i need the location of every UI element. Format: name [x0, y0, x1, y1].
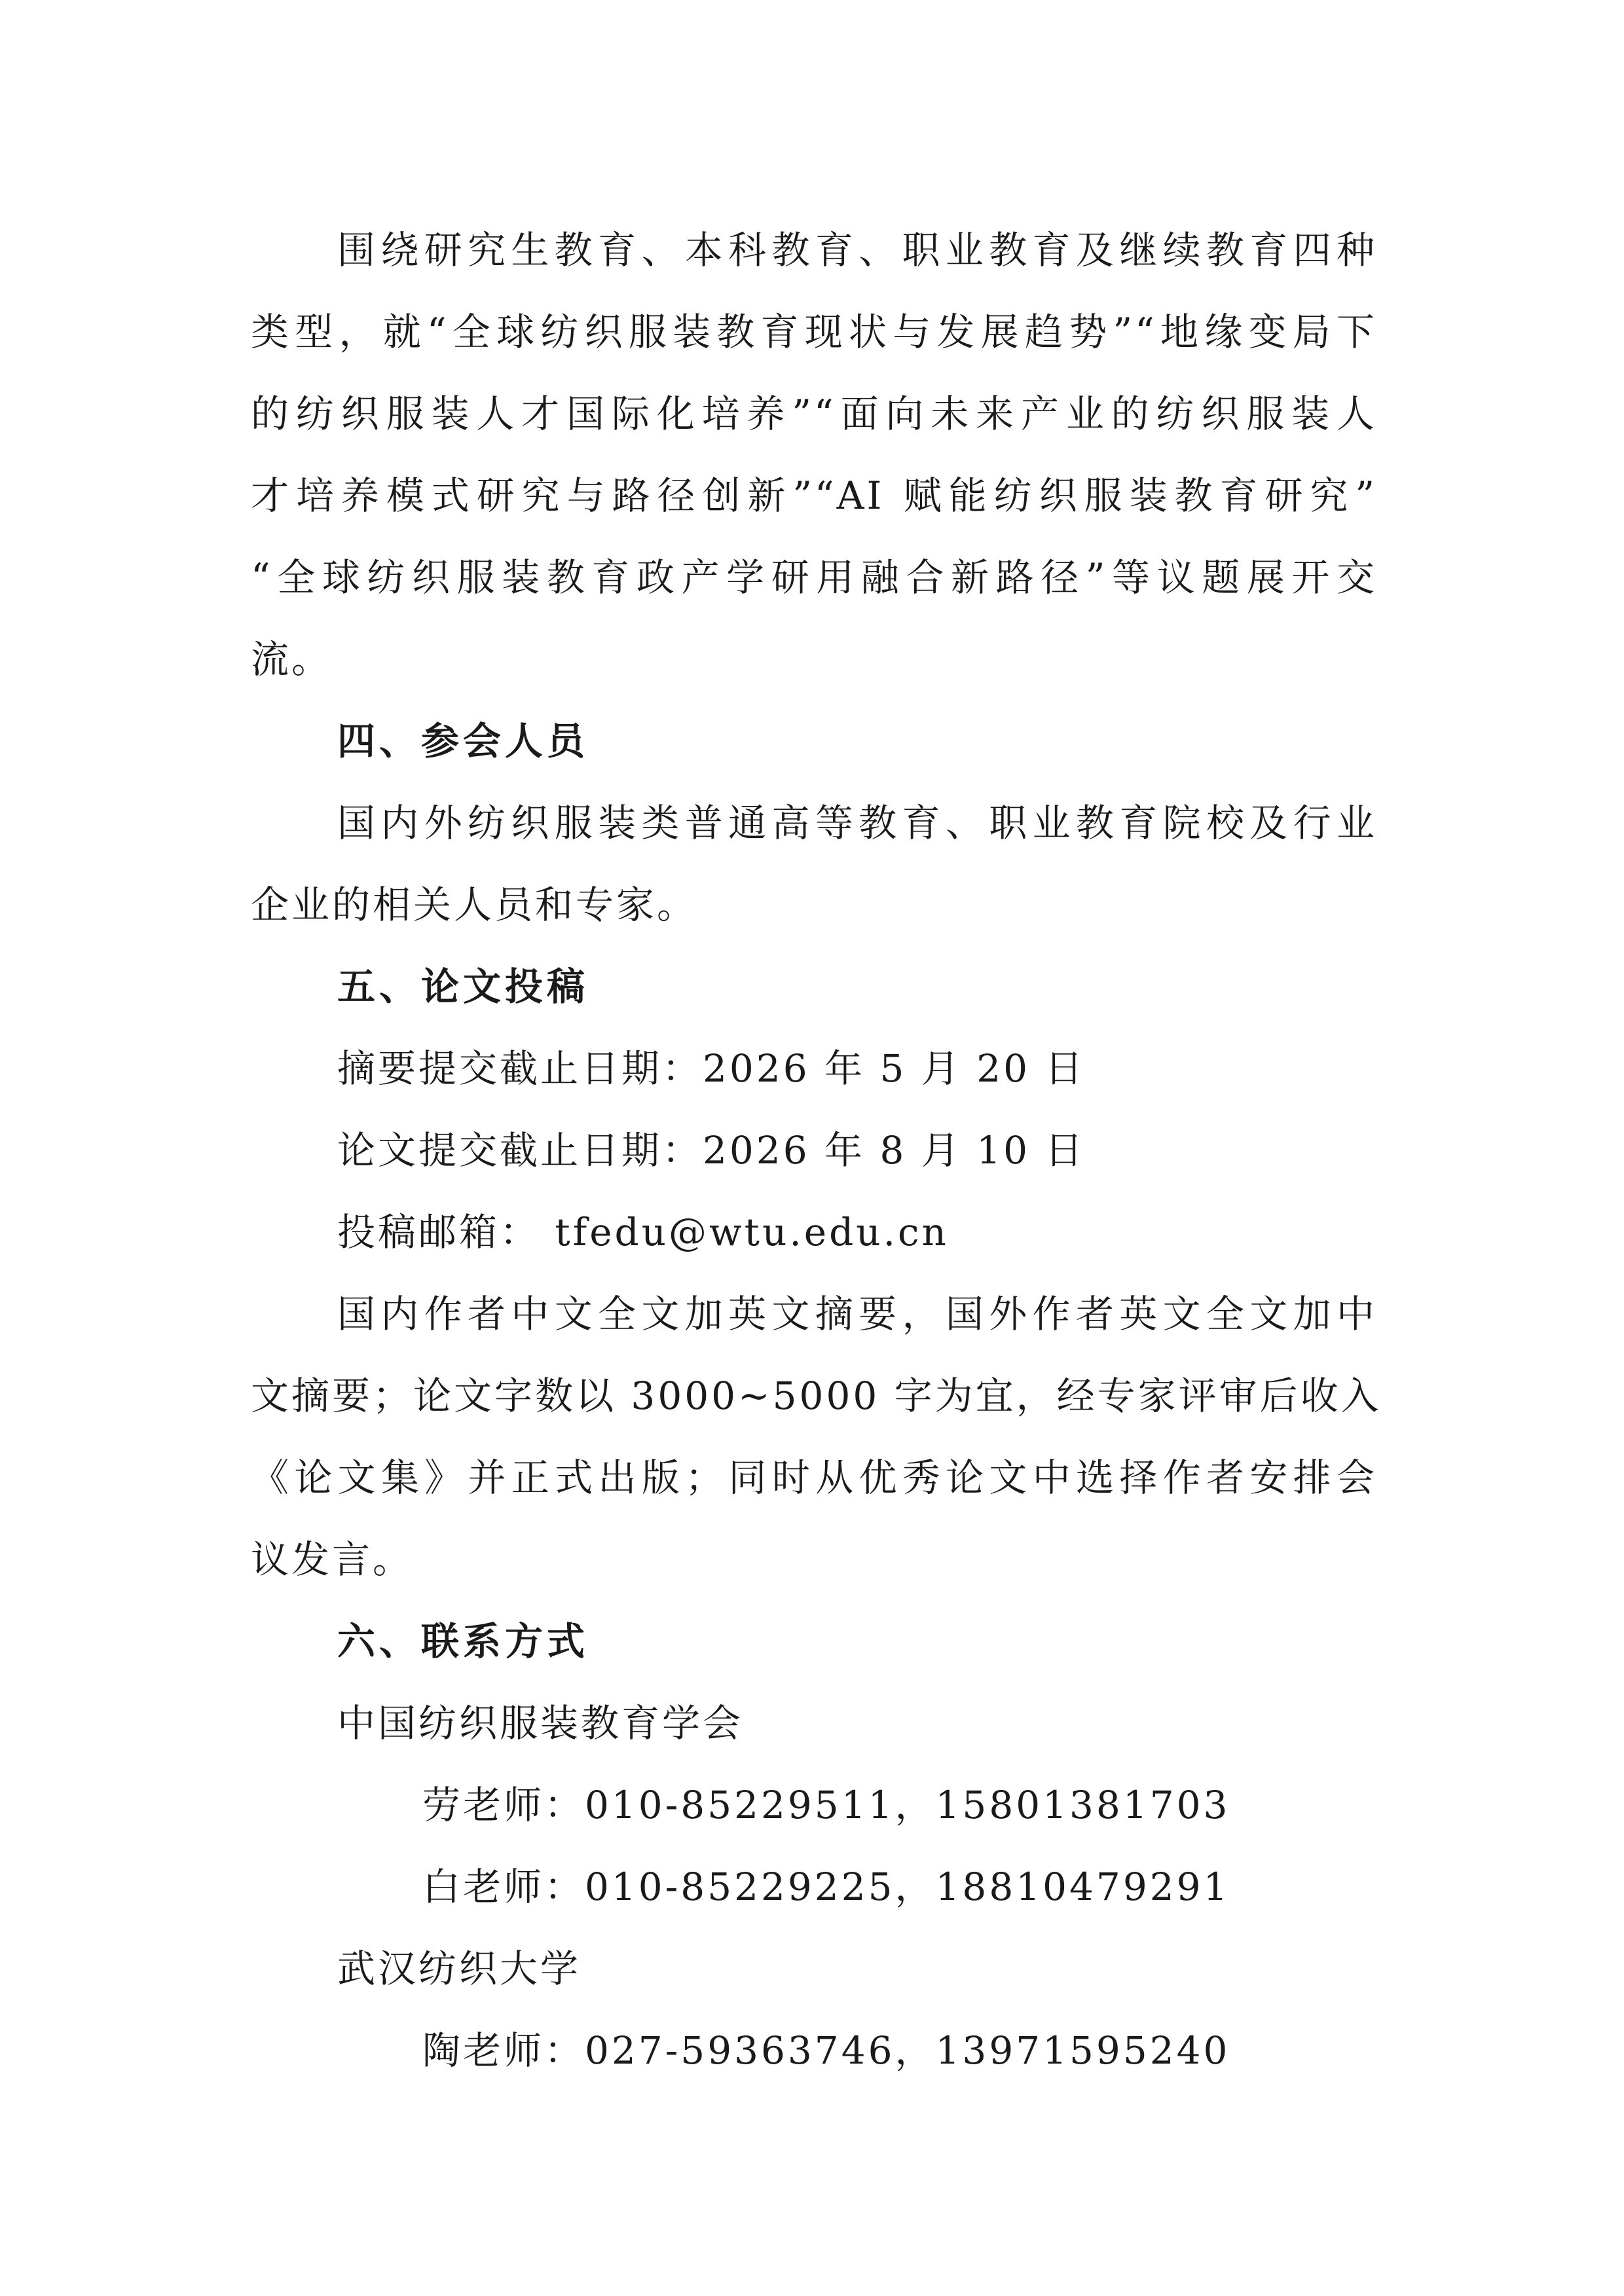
intro-paragraph	[251, 210, 1377, 701]
paragraph-line: 类型，就“全球纺织服装教育现状与发展趋势”“地缘变局下	[251, 310, 1377, 354]
paragraph-line: 国内作者中文全文加英文摘要，国外作者英文全文加中	[337, 1292, 1377, 1336]
section-contact	[251, 1601, 1377, 2092]
contact-person: 陶老师：027-59363746，13971595240	[422, 2028, 1230, 2073]
contact-person: 劳老师：010-85229511，15801381703	[422, 1783, 1230, 1827]
section-paper-submission	[251, 946, 1382, 1601]
contact-organization: 武汉纺织大学	[337, 1946, 581, 1991]
paragraph-line: 流。	[251, 637, 333, 682]
paper-deadline: 论文提交截止日期：2026 年 8 月 10 日	[337, 1128, 1086, 1173]
abstract-deadline: 摘要提交截止日期：2026 年 5 月 20 日	[337, 1046, 1086, 1091]
section-heading-contact: 六、联系方式	[337, 1619, 589, 1664]
paragraph-line: 的纺织服装人才国际化培养”“面向未来产业的纺织服装人	[251, 392, 1377, 436]
paragraph-line: 国内外纺织服装类普通高等教育、职业教育院校及行业	[337, 801, 1377, 845]
contact-organization: 中国纺织服装教育学会	[337, 1701, 744, 1745]
section-participants	[251, 701, 1377, 946]
paragraph-line: 《论文集》并正式出版；同时从优秀论文中选择作者安排会	[251, 1455, 1377, 1500]
section-heading-paper-submission: 五、论文投稿	[337, 964, 589, 1009]
submission-email: 投稿邮箱： tfedu@wtu.edu.cn	[337, 1210, 949, 1254]
contact-person: 白老师：010-85229225，18810479291	[422, 1865, 1230, 1909]
paragraph-line: “全球纺织服装教育政产学研用融合新路径”等议题展开交	[251, 555, 1377, 600]
document-page	[251, 210, 1382, 2092]
paragraph-line: 议发言。	[251, 1537, 414, 1582]
paragraph-line: 文摘要；论文字数以 3000~5000 字为宜，经专家评审后收入	[251, 1374, 1382, 1418]
section-heading-participants: 四、参会人员	[337, 719, 589, 763]
paragraph-line: 围绕研究生教育、本科教育、职业教育及继续教育四种	[337, 228, 1377, 272]
paragraph-line: 企业的相关人员和专家。	[251, 883, 698, 927]
paragraph-line: 才培养模式研究与路径创新”“AI 赋能纺织服装教育研究”	[251, 473, 1377, 518]
